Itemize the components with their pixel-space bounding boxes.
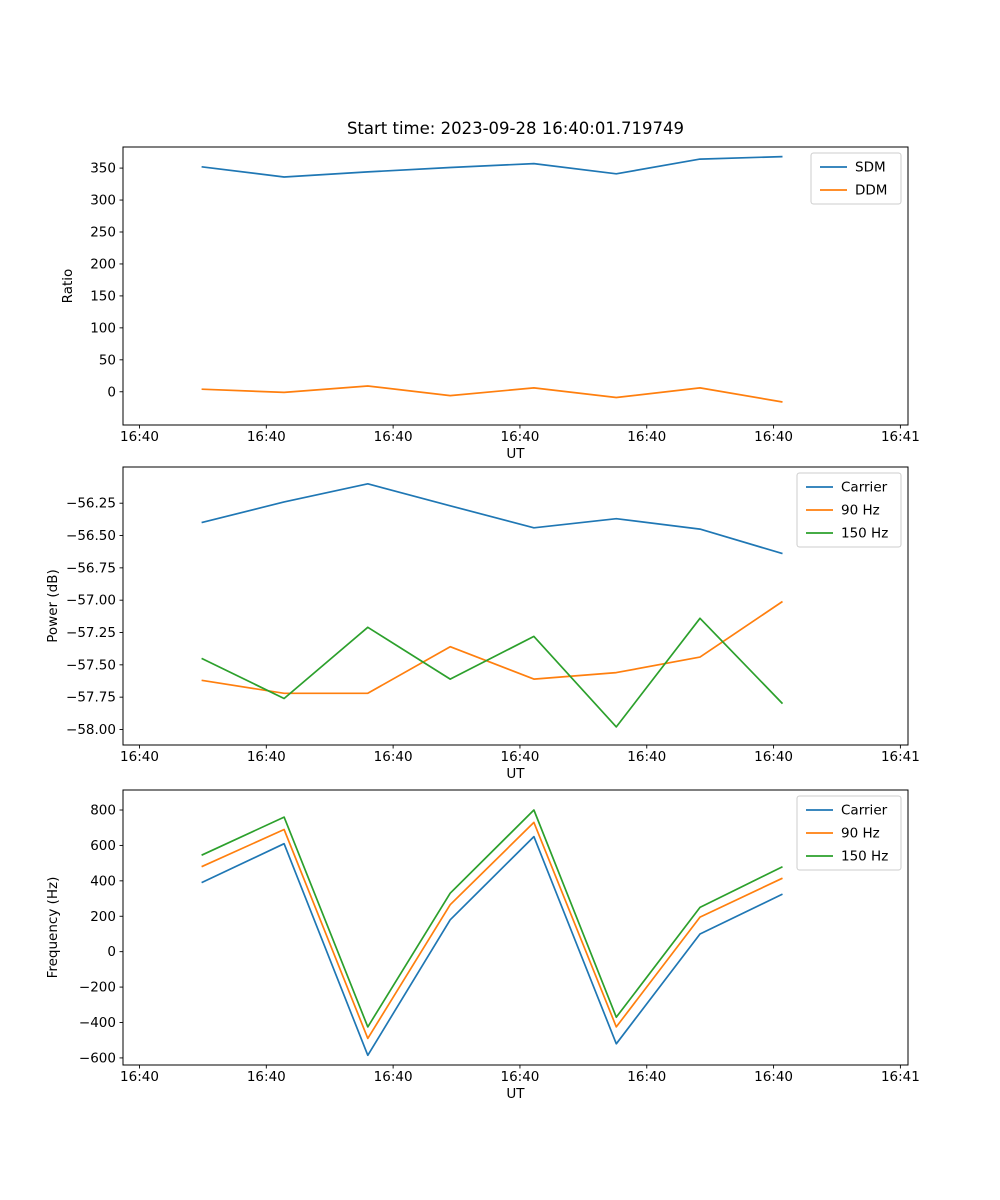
x-tick-label: 16:40	[373, 1069, 413, 1085]
legend-label: DDM	[855, 182, 888, 199]
x-tick-label: 16:40	[627, 429, 667, 445]
y-tick-label: −58.00	[66, 721, 116, 738]
y-axis-label: Ratio	[60, 268, 76, 304]
legend	[811, 153, 901, 204]
y-tick-label: −56.50	[66, 528, 116, 545]
x-tick-label: 16:40	[120, 749, 159, 765]
x-tick-label: 16:40	[120, 429, 159, 445]
y-axis-label: Frequency (Hz)	[45, 876, 61, 979]
y-tick-label: 800	[90, 802, 116, 819]
frequency-chart	[0, 783, 1000, 1110]
y-tick-label: 250	[90, 224, 116, 241]
y-tick-label: −400	[78, 1015, 116, 1032]
legend	[797, 796, 901, 870]
figure-title: Start time: 2023-09-28 16:40:01.719749	[346, 119, 685, 138]
y-tick-label: −57.00	[66, 592, 116, 609]
y-tick-label: 350	[90, 160, 116, 177]
plot-border	[123, 147, 908, 425]
x-tick-label: 16:40	[246, 749, 286, 765]
x-tick-label: 16:40	[754, 749, 794, 765]
y-tick-label: 200	[90, 908, 116, 925]
y-axis-label: Power (dB)	[45, 569, 61, 643]
x-tick-label: 16:40	[373, 429, 413, 445]
legend-label: 150 Hz	[841, 848, 889, 865]
x-tick-label: 16:40	[246, 429, 286, 445]
y-tick-label: 400	[90, 873, 116, 890]
y-tick-label: 0	[107, 384, 116, 401]
y-tick-label: −57.75	[66, 689, 116, 706]
legend-label: 90 Hz	[841, 502, 880, 519]
x-tick-label: 16:40	[120, 1069, 159, 1085]
plot-border	[123, 467, 908, 745]
y-tick-label: 600	[90, 837, 116, 854]
y-tick-label: 200	[90, 256, 116, 273]
y-tick-label: 150	[90, 288, 116, 305]
y-tick-label: −56.25	[66, 495, 116, 512]
x-tick-label: 16:40	[754, 429, 794, 445]
series-line-carrier	[202, 484, 783, 554]
legend-label: 150 Hz	[841, 525, 889, 542]
y-tick-label: 300	[90, 192, 116, 209]
y-tick-label: 100	[90, 320, 116, 337]
x-tick-label: 16:40	[754, 1069, 794, 1085]
x-axis-label: UT	[506, 1086, 525, 1102]
y-tick-label: −600	[78, 1050, 116, 1067]
y-tick-label: 0	[107, 944, 116, 961]
series-line-90-hz	[202, 602, 783, 694]
series-line-carrier	[202, 837, 783, 1056]
series-line-sdm	[202, 157, 783, 177]
x-axis-label: UT	[506, 446, 525, 460]
y-tick-label: −57.25	[66, 625, 116, 642]
x-tick-label: 16:41	[880, 749, 920, 765]
y-tick-label: −200	[78, 979, 116, 996]
x-tick-label: 16:40	[500, 429, 540, 445]
x-tick-label: 16:40	[627, 1069, 667, 1085]
power-chart	[0, 460, 1000, 785]
x-tick-label: 16:40	[373, 749, 413, 765]
plot-border	[123, 790, 908, 1065]
x-tick-label: 16:40	[627, 749, 667, 765]
x-tick-label: 16:40	[500, 749, 540, 765]
x-tick-label: 16:40	[246, 1069, 286, 1085]
x-tick-label: 16:41	[880, 1069, 920, 1085]
x-axis-label: UT	[506, 766, 525, 782]
series-line-ddm	[202, 386, 783, 402]
y-tick-label: −56.75	[66, 560, 116, 577]
legend-label: 90 Hz	[841, 825, 880, 842]
legend-label: Carrier	[841, 479, 888, 496]
x-tick-label: 16:41	[880, 429, 920, 445]
legend-label: SDM	[855, 159, 886, 176]
y-tick-label: −57.50	[66, 657, 116, 674]
series-line-150-hz	[202, 618, 783, 727]
legend-label: Carrier	[841, 802, 888, 819]
ratio-chart	[0, 140, 1000, 460]
y-tick-label: 50	[98, 352, 116, 369]
x-tick-label: 16:40	[500, 1069, 540, 1085]
legend	[797, 473, 901, 547]
